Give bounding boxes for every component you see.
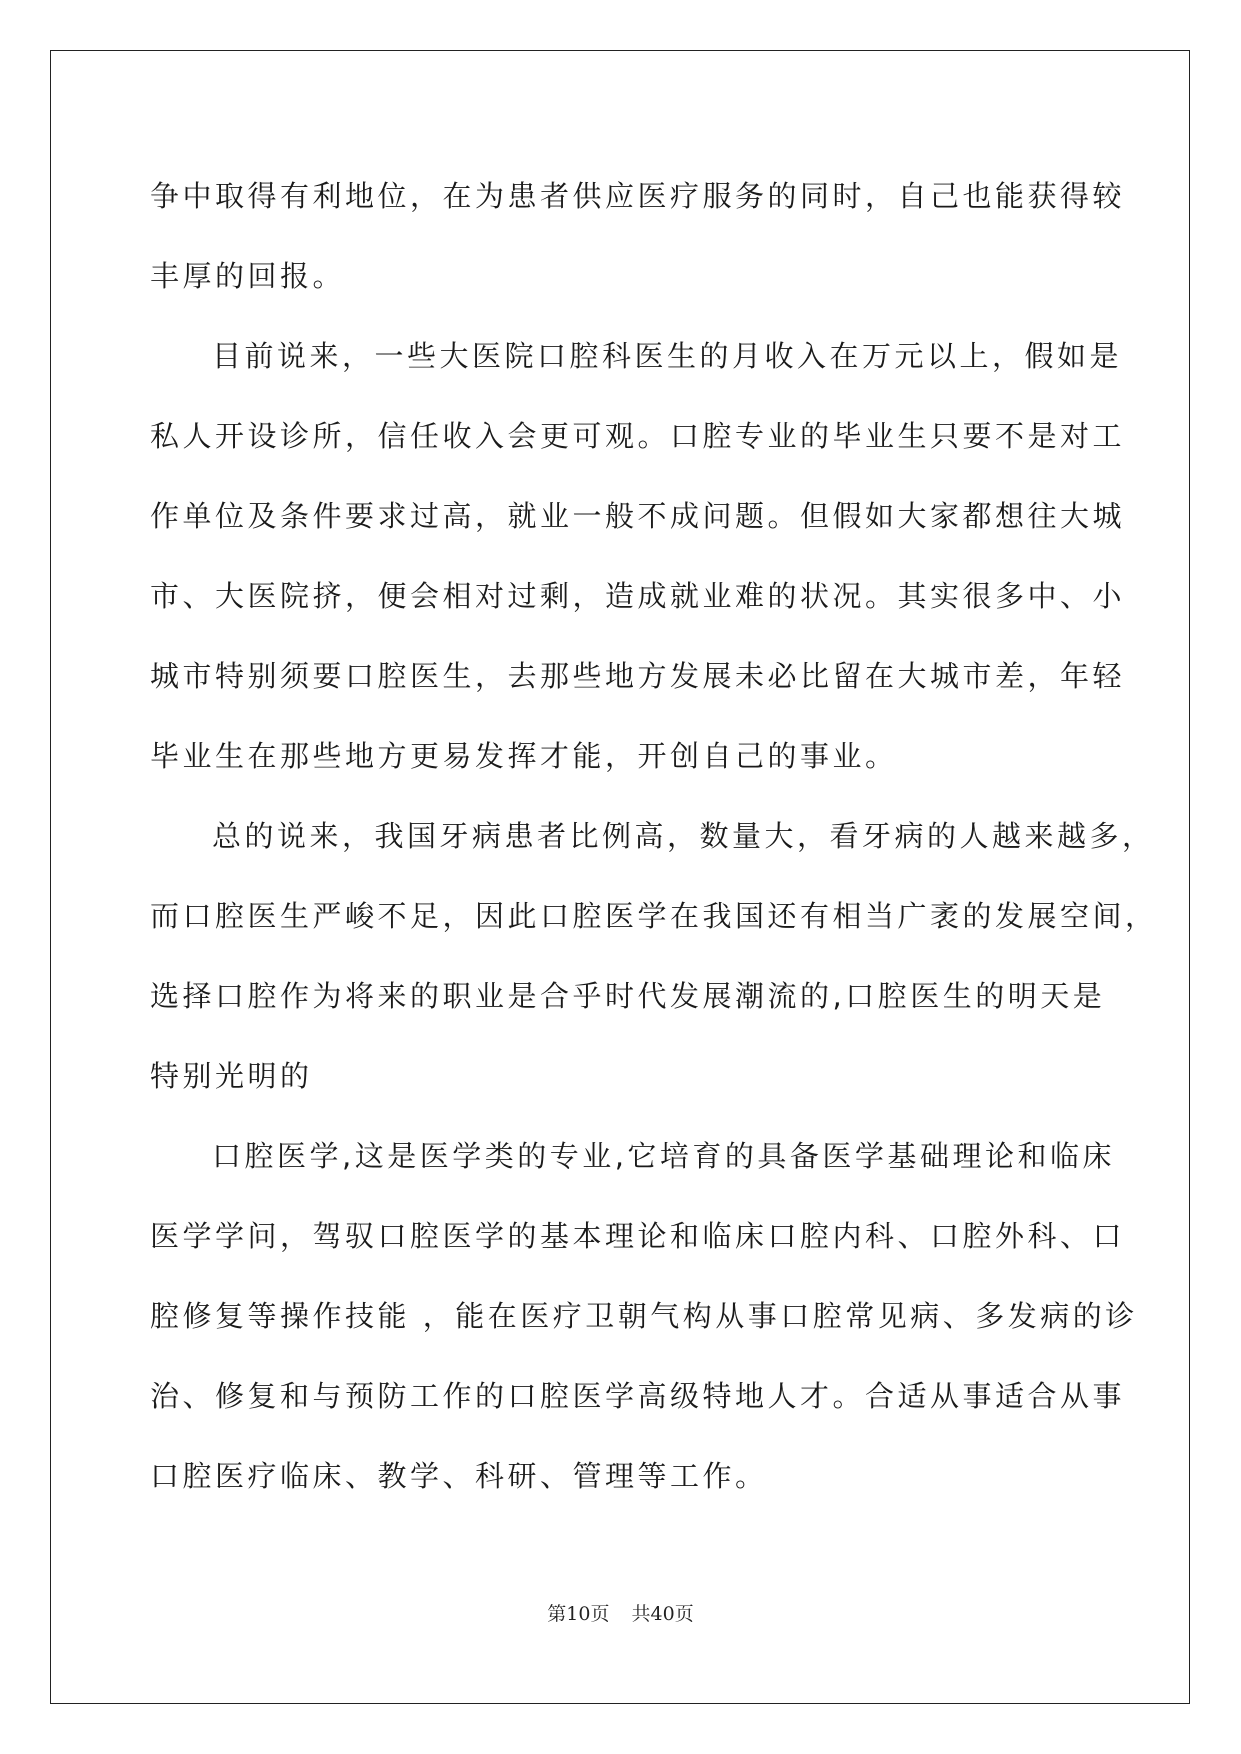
text-line: 治、修复和与预防工作的口腔医学高级特地人才。合适从事适合从事 bbox=[150, 1379, 1126, 1413]
document-body bbox=[150, 156, 1158, 1516]
text-line: 目前说来，一些大医院口腔科医生的月收入在万元以上，假如是 bbox=[212, 339, 1123, 373]
text-line: 选择口腔作为将来的职业是合乎时代发展潮流的,口腔医生的明天是 bbox=[150, 979, 1106, 1013]
text-line: 城市特别须要口腔医生，去那些地方发展未必比留在大城市差，年轻 bbox=[150, 659, 1126, 693]
text-line: 私人开设诊所，信任收入会更可观。口腔专业的毕业生只要不是对工 bbox=[150, 419, 1126, 453]
page-footer bbox=[0, 1601, 1241, 1627]
text-line: 特别光明的 bbox=[150, 1059, 313, 1093]
page-total: 共40页 bbox=[631, 1603, 694, 1625]
text-line: 而口腔医生严峻不足，因此口腔医学在我国还有相当广袤的发展空间， bbox=[150, 899, 1158, 933]
page-number: 第10页 bbox=[547, 1603, 610, 1625]
text-line: 总的说来，我国牙病患者比例高，数量大，看牙病的人越来越多， bbox=[212, 819, 1155, 853]
text-line: 作单位及条件要求过高，就业一般不成问题。但假如大家都想往大城 bbox=[150, 499, 1126, 533]
text-line: 丰厚的回报。 bbox=[150, 259, 346, 293]
text-line: 毕业生在那些地方更易发挥才能，开创自己的事业。 bbox=[150, 739, 898, 773]
text-line: 腔修复等操作技能 ，能在医疗卫朝气构从事口腔常见病、多发病的诊 bbox=[150, 1299, 1138, 1333]
text-line: 争中取得有利地位，在为患者供应医疗服务的同时，自己也能获得较 bbox=[150, 179, 1126, 213]
text-line: 市、大医院挤，便会相对过剩，造成就业难的状况。其实很多中、小 bbox=[150, 579, 1126, 613]
text-line: 口腔医疗临床、教学、科研、管理等工作。 bbox=[150, 1459, 768, 1493]
text-line: 医学学问，驾驭口腔医学的基本理论和临床口腔内科、口腔外科、口 bbox=[150, 1219, 1126, 1253]
text-line: 口腔医学,这是医学类的专业,它培育的具备医学基础理论和临床 bbox=[212, 1139, 1115, 1173]
